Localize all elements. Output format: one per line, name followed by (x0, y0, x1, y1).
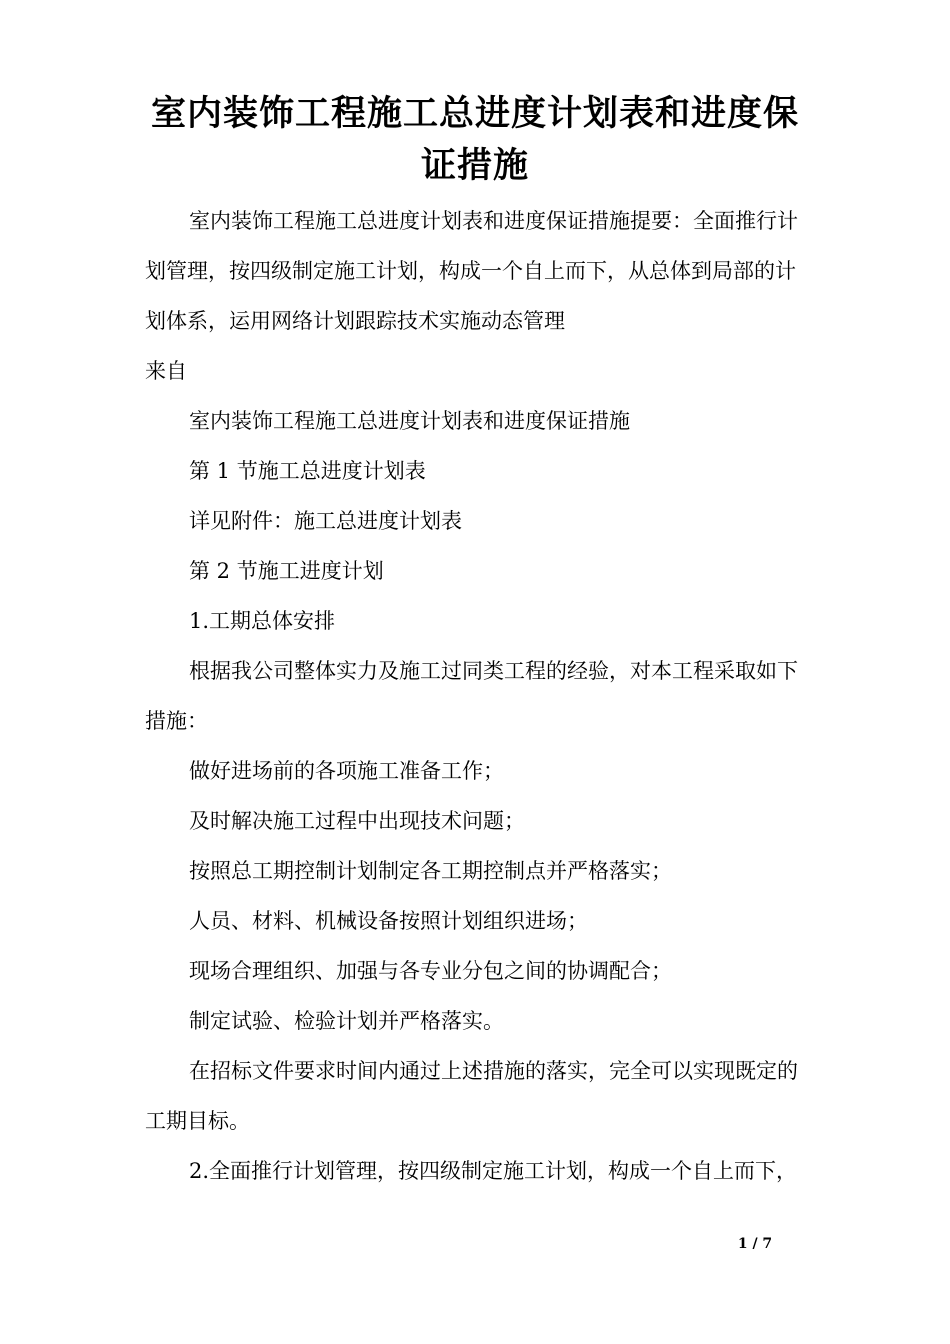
measure-item: 制定试验、检验计划并严格落实。 (189, 1009, 504, 1033)
paragraph-conclusion: 在招标文件要求时间内通过上述措施的落实，完全可以实现既定的工期目标。 (145, 1059, 798, 1133)
measure-item: 现场合理组织、加强与各专业分包之间的协调配合； (189, 959, 672, 983)
section-heading-1: 第 1 节施工总进度计划表 (189, 459, 426, 483)
measure-item: 按照总工期控制计划制定各工期控制点并严格落实； (189, 859, 672, 883)
paragraph-source: 来自 (145, 359, 187, 383)
paragraph-attachment: 详见附件：施工总进度计划表 (189, 509, 462, 533)
document-body (145, 196, 807, 1196)
paragraph-subtitle: 室内装饰工程施工总进度计划表和进度保证措施 (189, 409, 630, 433)
measure-item: 人员、材料、机械设备按照计划组织进场； (189, 909, 588, 933)
paragraph-measures-intro: 根据我公司整体实力及施工过同类工程的经验，对本工程采取如下措施： (145, 659, 798, 733)
subsection-heading-1: 1.工期总体安排 (189, 609, 336, 633)
page-number: 1 / 7 (737, 1236, 773, 1252)
section-heading-2: 第 2 节施工进度计划 (189, 559, 384, 583)
subsection-heading-2: 2.全面推行计划管理，按四级制定施工计划，构成一个自上而下， (189, 1159, 798, 1183)
measure-item: 做好进场前的各项施工准备工作； (189, 759, 504, 783)
paragraph-summary: 室内装饰工程施工总进度计划表和进度保证措施提要：全面推行计划管理，按四级制定施工计划，构成一个自上而下，从总体到局部的计划体系，运用网络计划跟踪技术实施动态管理 (145, 209, 798, 333)
measure-item: 及时解决施工过程中出现技术问题； (189, 809, 525, 833)
document-title: 室内装饰工程施工总进度计划表和进度保证措施 (150, 93, 799, 186)
